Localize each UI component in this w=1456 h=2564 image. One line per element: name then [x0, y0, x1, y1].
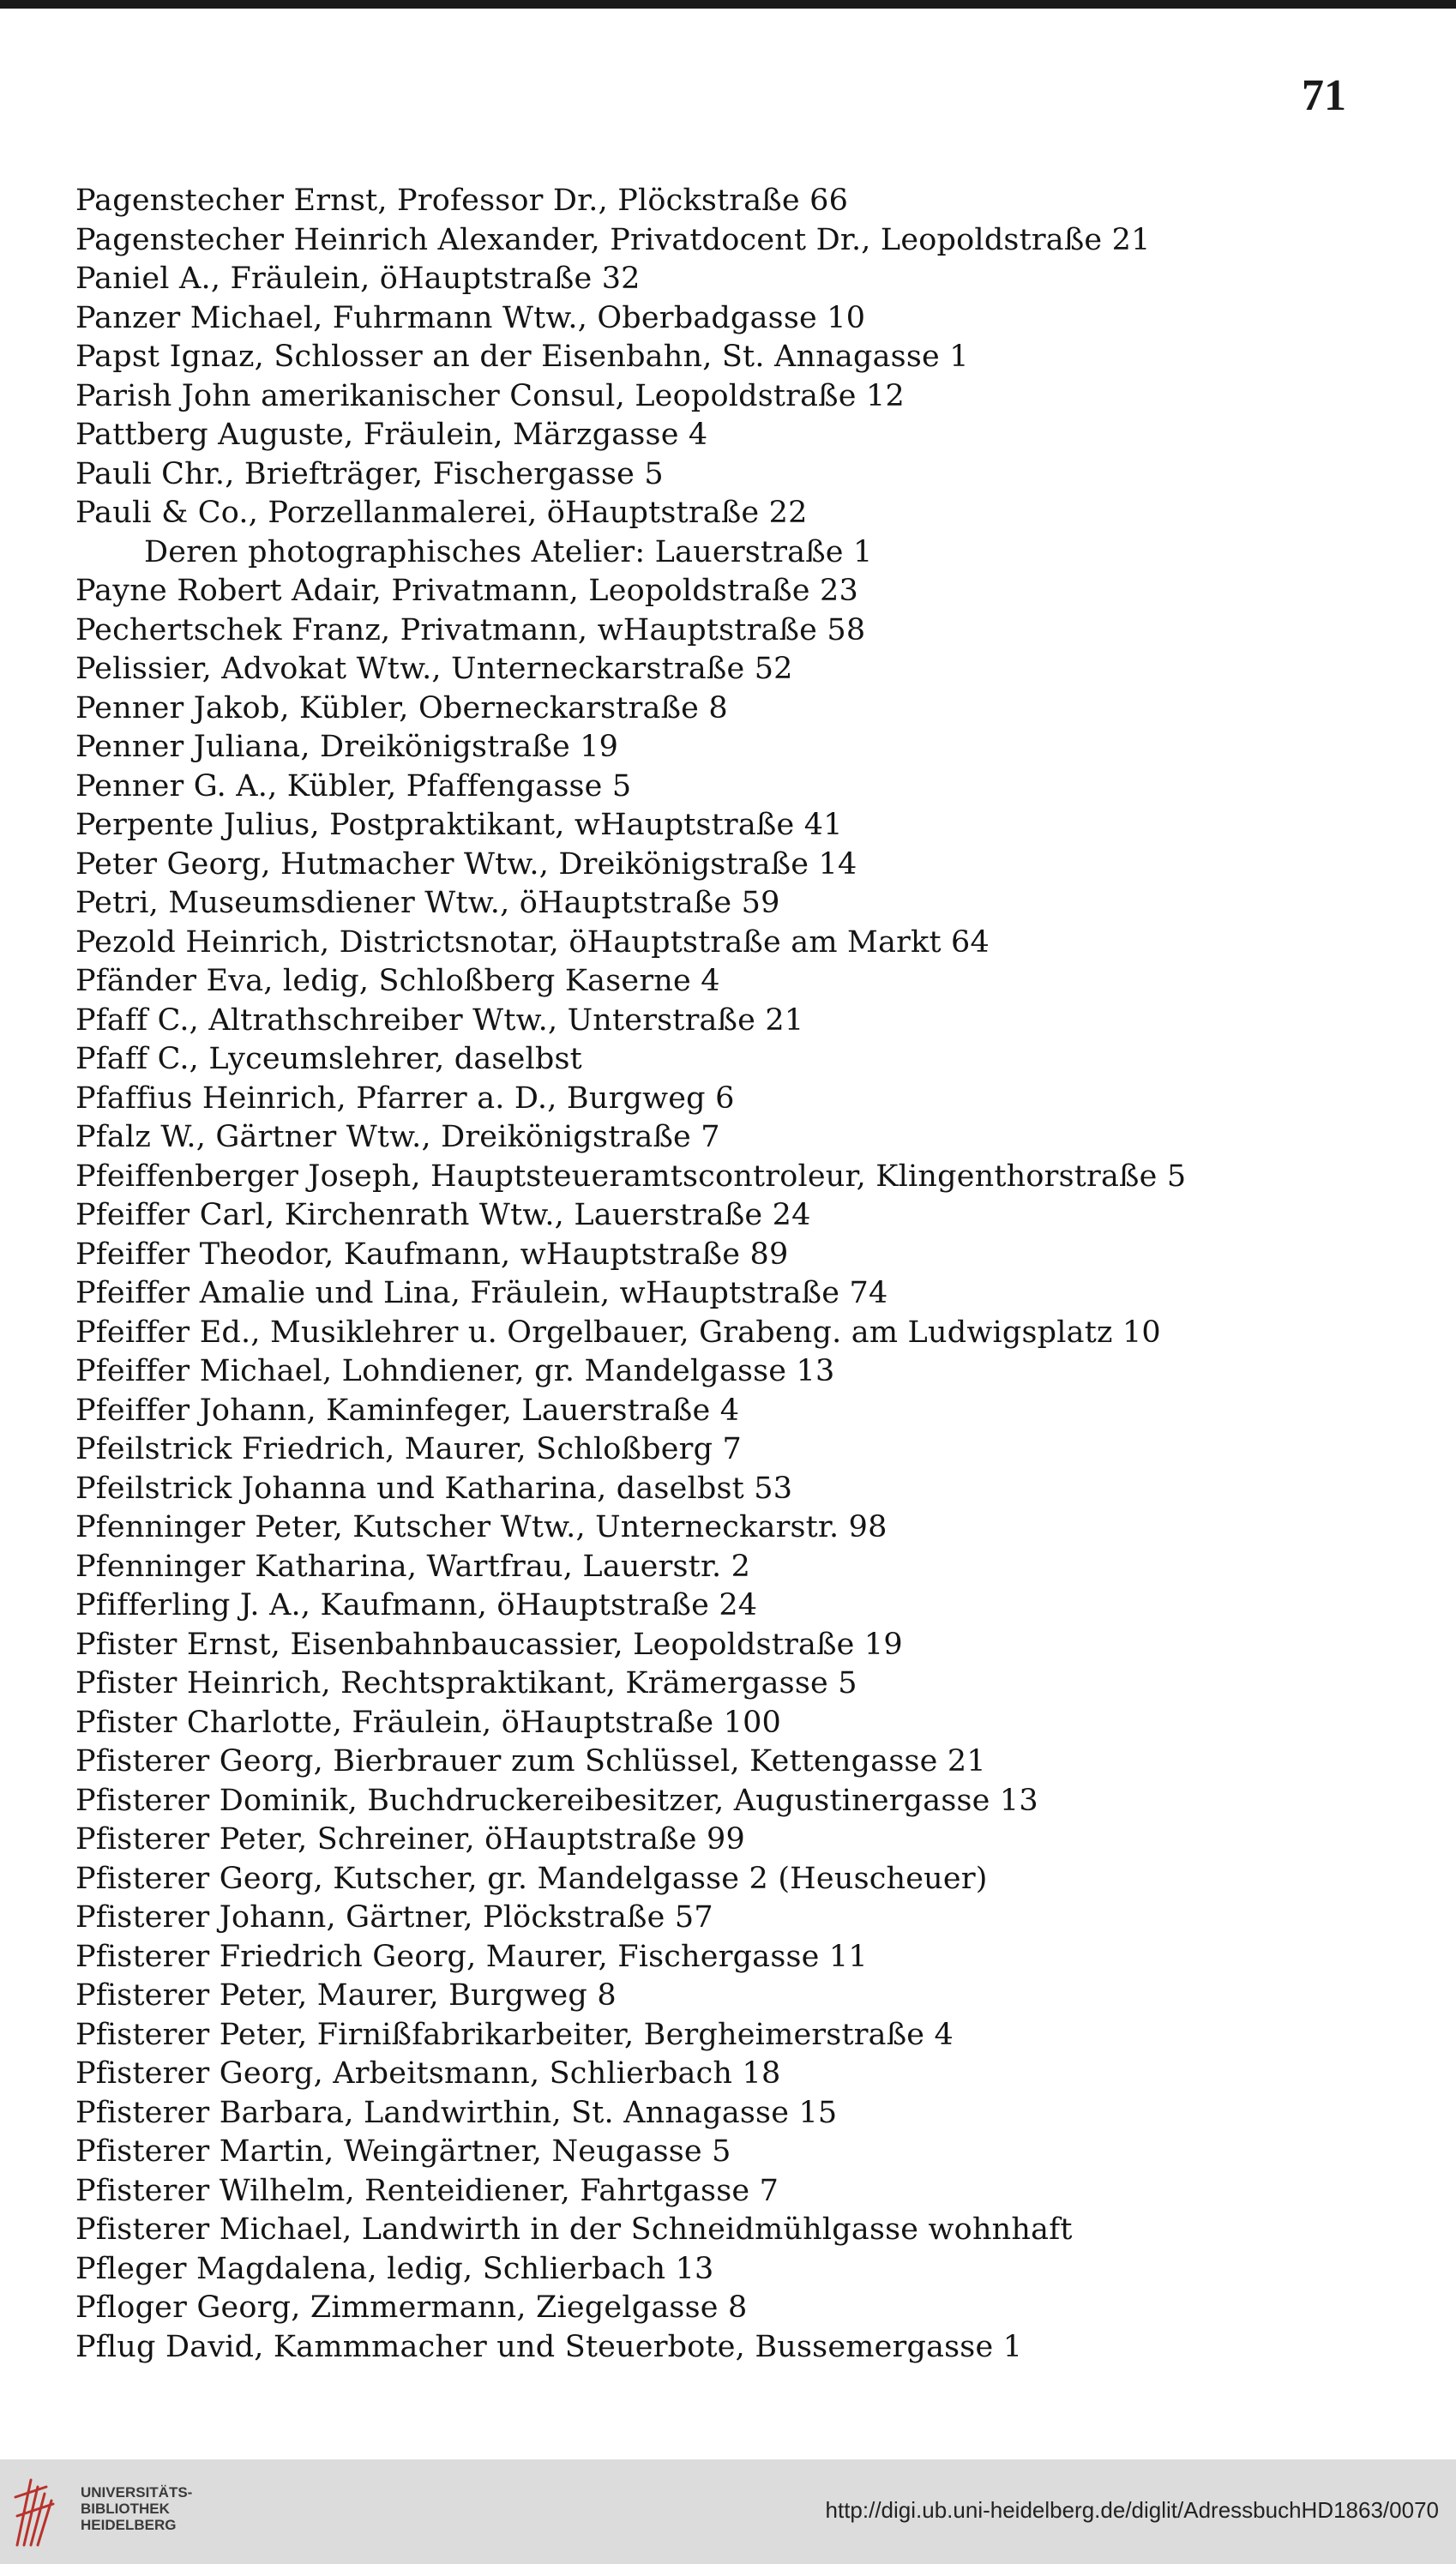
directory-entry: Pattberg Auguste, Fräulein, Märzgasse 4	[75, 418, 708, 452]
directory-entry: Pfeiffer Ed., Musiklehrer u. Orgelbauer, Grabeng. am Ludwigsplatz 10	[75, 1315, 1161, 1350]
directory-entry: Pfeiffer Amalie und Lina, Fräulein, wHauptstraße 74	[75, 1276, 888, 1310]
directory-entry: Pfeilstrick Johanna und Katharina, daselbst 53	[75, 1471, 793, 1506]
directory-entry: Paniel A., Fräulein, öHauptstraße 32	[75, 262, 641, 296]
directory-entry: Pfisterer Michael, Landwirth in der Schneidmühlgasse wohnhaft	[75, 2212, 1073, 2247]
directory-entry: Pfeiffer Michael, Lohndiener, gr. Mandelgasse 13	[75, 1354, 835, 1388]
directory-entry: Pagenstecher Heinrich Alexander, Privatdocent Dr., Leopoldstraße 21	[75, 222, 1151, 257]
directory-entry: Pfleger Magdalena, ledig, Schlierbach 13	[75, 2251, 714, 2286]
top-rule	[0, 0, 1456, 9]
directory-entry: Pfifferling J. A., Kaufmann, öHauptstraße 24	[75, 1588, 758, 1622]
directory-entries	[75, 182, 1413, 2367]
directory-entry: Penner G. A., Kübler, Pfaffengasse 5	[75, 768, 632, 804]
directory-entry: Pfeiffer Theodor, Kaufmann, wHauptstraße 89	[75, 1237, 789, 1272]
directory-entry: Pfeiffer Johann, Kaminfeger, Lauerstraße 4	[75, 1393, 740, 1428]
directory-entry: Peter Georg, Hutmacher Wtw., Dreikönigstraße 14	[75, 846, 857, 882]
directory-entry: Pfeiffer Carl, Kirchenrath Wtw., Lauerstraße 24	[75, 1198, 811, 1232]
directory-entry: Penner Jakob, Kübler, Oberneckarstraße 8	[75, 690, 728, 725]
directory-entry: Pfeilstrick Friedrich, Maurer, Schloßberg 7	[75, 1432, 742, 1466]
directory-entry: Pfänder Eva, ledig, Schloßberg Kaserne 4	[75, 964, 720, 998]
directory-entry: Pfisterer Peter, Schreiner, öHauptstraße 99	[75, 1822, 745, 1857]
library-name-line: HEIDELBERG	[81, 2517, 177, 2533]
directory-entry: Pechertschek Franz, Privatmann, wHauptstraße 58	[75, 612, 866, 647]
directory-entry: Pfister Charlotte, Fräulein, öHauptstraße 100	[75, 1705, 782, 1740]
directory-entry: Pfaffius Heinrich, Pfarrer a. D., Burgweg 6	[75, 1080, 735, 1116]
directory-entry: Pfister Ernst, Eisenbahnbaucassier, Leopoldstraße 19	[75, 1627, 903, 1662]
directory-entry: Pfeiffenberger Joseph, Hauptsteueramtscontroleur, Klingenthorstraße 5	[75, 1159, 1187, 1194]
directory-entry: Pfloger Georg, Zimmermann, Ziegelgasse 8	[75, 2290, 748, 2325]
directory-entry: Pfenninger Peter, Kutscher Wtw., Unterneckarstr. 98	[75, 1510, 887, 1544]
directory-entry: Pfisterer Georg, Bierbrauer zum Schlüssel, Kettengasse 21	[75, 1744, 986, 1779]
page-number: 71	[1302, 71, 1346, 120]
directory-entry: Papst Ignaz, Schlosser an der Eisenbahn, St. Annagasse 1	[75, 340, 969, 374]
directory-entry: Pfisterer Georg, Kutscher, gr. Mandelgasse 2 (Heuscheuer)	[75, 1861, 988, 1896]
directory-entry: Pfister Heinrich, Rechtspraktikant, Krämergasse 5	[75, 1666, 857, 1700]
directory-entry: Pfaff C., Altrathschreiber Wtw., Unterstraße 21	[75, 1002, 804, 1038]
directory-entry: Deren photographisches Atelier: Lauerstraße 1	[144, 534, 873, 569]
directory-entry: Pfisterer Georg, Arbeitsmann, Schlierbach 18	[75, 2056, 781, 2091]
directory-entry: Pfalz W., Gärtner Wtw., Dreikönigstraße 7	[75, 1120, 720, 1154]
directory-entry: Pflug David, Kammmacher und Steuerbote, Bussemergasse 1	[75, 2329, 1023, 2364]
directory-entry: Payne Robert Adair, Privatmann, Leopoldstraße 23	[75, 574, 858, 608]
directory-entry: Pfisterer Peter, Firnißfabrikarbeiter, Bergheimerstraße 4	[75, 2017, 954, 2052]
directory-entry: Pfisterer Johann, Gärtner, Plöckstraße 57	[75, 1900, 713, 1935]
directory-entry: Perpente Julius, Postpraktikant, wHauptstraße 41	[75, 808, 843, 842]
library-name-line: BIBLIOTHEK	[81, 2501, 170, 2517]
source-url-link[interactable]: http://digi.ub.uni-heidelberg.de/diglit/AdressbuchHD1863/0070	[825, 2497, 1439, 2523]
directory-entry: Pezold Heinrich, Districtsnotar, öHauptstraße am Markt 64	[75, 924, 990, 960]
directory-entry: Panzer Michael, Fuhrmann Wtw., Oberbadgasse 10	[75, 300, 866, 335]
directory-entry: Pfenninger Katharina, Wartfrau, Lauerstr. 2	[75, 1549, 751, 1584]
directory-entry: Pfisterer Barbara, Landwirthin, St. Annagasse 15	[75, 2095, 838, 2130]
directory-entry: Parish John amerikanischer Consul, Leopoldstraße 12	[75, 378, 905, 413]
directory-entry: Pfisterer Peter, Maurer, Burgweg 8	[75, 1978, 617, 2013]
directory-entry: Penner Juliana, Dreikönigstraße 19	[75, 730, 619, 764]
directory-entry: Pfisterer Wilhelm, Renteidiener, Fahrtgasse 7	[75, 2173, 779, 2208]
directory-entry: Pfisterer Friedrich Georg, Maurer, Fischergasse 11	[75, 1939, 868, 1974]
library-name-line: UNIVERSITÄTS-	[81, 2484, 193, 2501]
directory-entry: Pfisterer Dominik, Buchdruckereibesitzer, Augustinergasse 13	[75, 1783, 1038, 1818]
directory-entry: Pelissier, Advokat Wtw., Unterneckarstraße 52	[75, 652, 793, 686]
directory-entry: Pauli Chr., Briefträger, Fischergasse 5	[75, 456, 664, 491]
heidelberg-library-logo-icon	[12, 2471, 63, 2550]
directory-entry: Pfaff C., Lyceumslehrer, daselbst	[75, 1042, 582, 1076]
directory-entry: Petri, Museumsdiener Wtw., öHauptstraße 59	[75, 886, 780, 920]
directory-entry: Pfisterer Martin, Weingärtner, Neugasse 5	[75, 2134, 731, 2169]
directory-entry: Pauli & Co., Porzellanmalerei, öHauptstraße 22	[75, 496, 808, 530]
library-name	[81, 2484, 192, 2533]
directory-entry: Pagenstecher Ernst, Professor Dr., Plöckstraße 66	[75, 184, 849, 218]
